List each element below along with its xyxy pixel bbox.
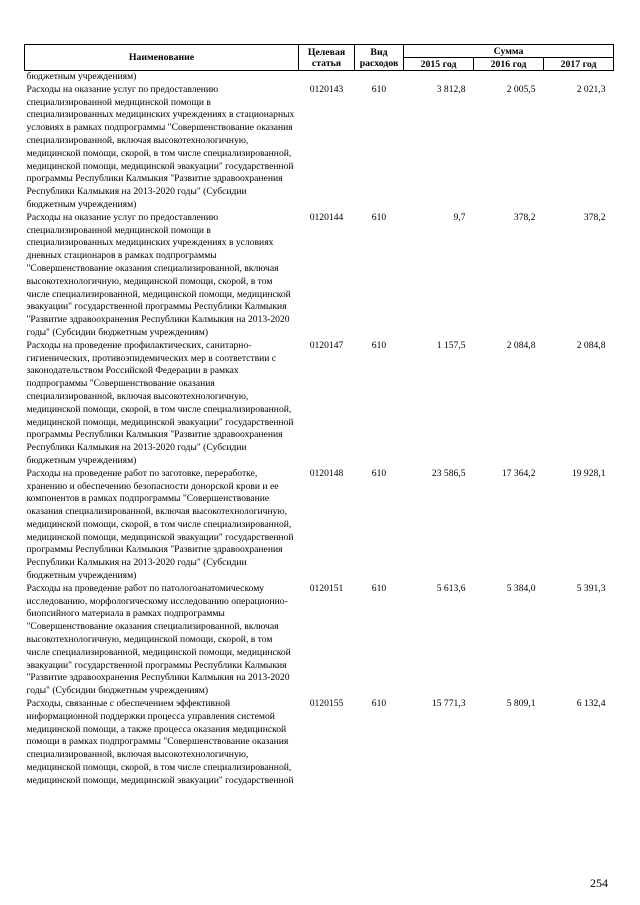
table-row — [25, 340, 614, 468]
table-row — [25, 583, 614, 698]
row-kind: 610 — [371, 582, 387, 594]
row-name: Расходы на оказание услуг по предоставлению специализированной медицинской помощи в специализированных медицинских учреждениях в условиях дневных стационаров в рамках подпрограммы "Совершенствование оказания специализированной, включая высокотехнологичную, медицинской помощи, скорой, в том числе специализированной, медицинской помощи, медицинской эвакуации" государственной программы Республики Калмыкия "Развитие здравоохранения Республики Калмыкия на 2013-2020 годы" (Субсидии бюджетным учреждениям) — [26, 211, 291, 338]
row-kind: 610 — [371, 339, 387, 351]
header-name: Наименование — [25, 45, 299, 71]
row-2017: 2 084,8 — [576, 339, 606, 351]
continuation-text: бюджетным учреждениям) — [26, 71, 137, 82]
row-name: Расходы, связанные с обеспечением эффективной информационной поддержки процесса управления системой медицинской помощи, а также процесса оказания медицинской помощи в рамках подпрограммы "Совершенствование оказания специализированной, включая высокотехнологичную, медицинской помощи, скорой, в том числе специализированной, медицинской помощи, медицинской эвакуации" государственной — [26, 698, 294, 786]
row-2015: 3 812,8 — [436, 83, 466, 95]
row-2017: 2 021,3 — [576, 83, 606, 95]
row-target: 0120151 — [309, 582, 344, 594]
row-2016: 2 084,8 — [506, 339, 536, 351]
row-target: 0120147 — [309, 339, 344, 351]
row-kind: 610 — [371, 83, 387, 95]
row-2017: 378,2 — [583, 211, 606, 223]
table-row — [25, 468, 614, 583]
continuation-row — [25, 71, 614, 84]
table-row — [25, 212, 614, 340]
row-name: Расходы на оказание услуг по предоставлению специализированной медицинской помощи в специализированных медицинских учреждениях в стационарных условиях в рамках подпрограммы "Совершенствование оказания специализированной, включая высокотехнологичную, медицинской помощи, скорой, в том числе специализированной, медицинской помощи, медицинской эвакуации" государственной программы Республики Калмыкия "Развитие здравоохранения Республики Калмыкия на 2013-2020 годы" (Субсидии бюджетным учреждениям) — [26, 83, 295, 210]
row-2016: 5 384,0 — [506, 582, 536, 594]
row-name: Расходы на проведение работ по заготовке, переработке, хранению и обеспечению безопасности донорской крови и ее компонентов в рамках подпрограммы "Совершенствование оказания специализированной, включая высокотехнологичную, медицинской помощи, скорой, в том числе специализированной, медицинской помощи, медицинской эвакуации" государственной программы Республики Калмыкия "Развитие здравоохранения Республики Калмыкия на 2013-2020 годы" (Субсидии бюджетным учреждениям) — [26, 467, 294, 582]
row-kind: 610 — [371, 698, 387, 710]
row-2015: 23 586,5 — [431, 467, 466, 479]
row-target: 0120155 — [309, 698, 344, 710]
budget-table — [24, 44, 614, 788]
page-number: 254 — [590, 876, 608, 890]
row-2017: 6 132,4 — [576, 698, 606, 710]
row-2017: 19 928,1 — [571, 467, 606, 479]
row-2015: 9,7 — [453, 211, 466, 223]
row-2017: 5 391,3 — [576, 582, 606, 594]
table-header — [25, 45, 614, 71]
table-body — [25, 71, 614, 788]
header-sum: Сумма — [404, 45, 614, 58]
row-target: 0120143 — [309, 83, 344, 95]
row-kind: 610 — [371, 211, 387, 223]
table-row — [25, 698, 614, 788]
table-row — [25, 84, 614, 212]
header-target: Целевая статья — [299, 45, 355, 71]
row-target: 0120144 — [309, 211, 344, 223]
row-2016: 2 005,5 — [506, 83, 536, 95]
row-2015: 5 613,6 — [436, 582, 466, 594]
header-year-2017: 2017 год — [544, 58, 614, 71]
row-2016: 5 809,1 — [506, 698, 536, 710]
row-2016: 378,2 — [513, 211, 536, 223]
header-kind: Вид расходов — [355, 45, 404, 71]
row-kind: 610 — [371, 467, 387, 479]
header-year-2016: 2016 год — [474, 58, 544, 71]
row-name: Расходы на проведение профилактических, санитарно-гигиенических, противоэпидемических мер в соответствии с законодательством Российской Федерации в рамках подпрограммы "Совершенствование оказания специализированной, включая высокотехнологичную, медицинской помощи, скорой, в том числе специализированной, медицинской помощи, медицинской эвакуации" государственной программы Республики Калмыкия "Развитие здравоохранения Республики Калмыкия на 2013-2020 годы" (Субсидии бюджетным учреждениям) — [26, 339, 294, 466]
header-year-2015: 2015 год — [404, 58, 474, 71]
row-target: 0120148 — [309, 467, 344, 479]
row-2015: 15 771,3 — [431, 698, 466, 710]
row-2016: 17 364,2 — [501, 467, 536, 479]
row-2015: 1 157,5 — [436, 339, 466, 351]
row-name: Расходы на проведение работ по патологоанатомическому исследованию, морфологическому исследованию операционно-биопсийного материала в рамках подпрограммы "Совершенствование оказания специализированной, включая высокотехнологичную, медицинской помощи, скорой, в том числе специализированной, медицинской помощи, медицинской эвакуации" государственной программы Республики Калмыкия "Развитие здравоохранения Республики Калмыкия на 2013-2020 годы" (Субсидии бюджетным учреждениям) — [26, 582, 291, 697]
